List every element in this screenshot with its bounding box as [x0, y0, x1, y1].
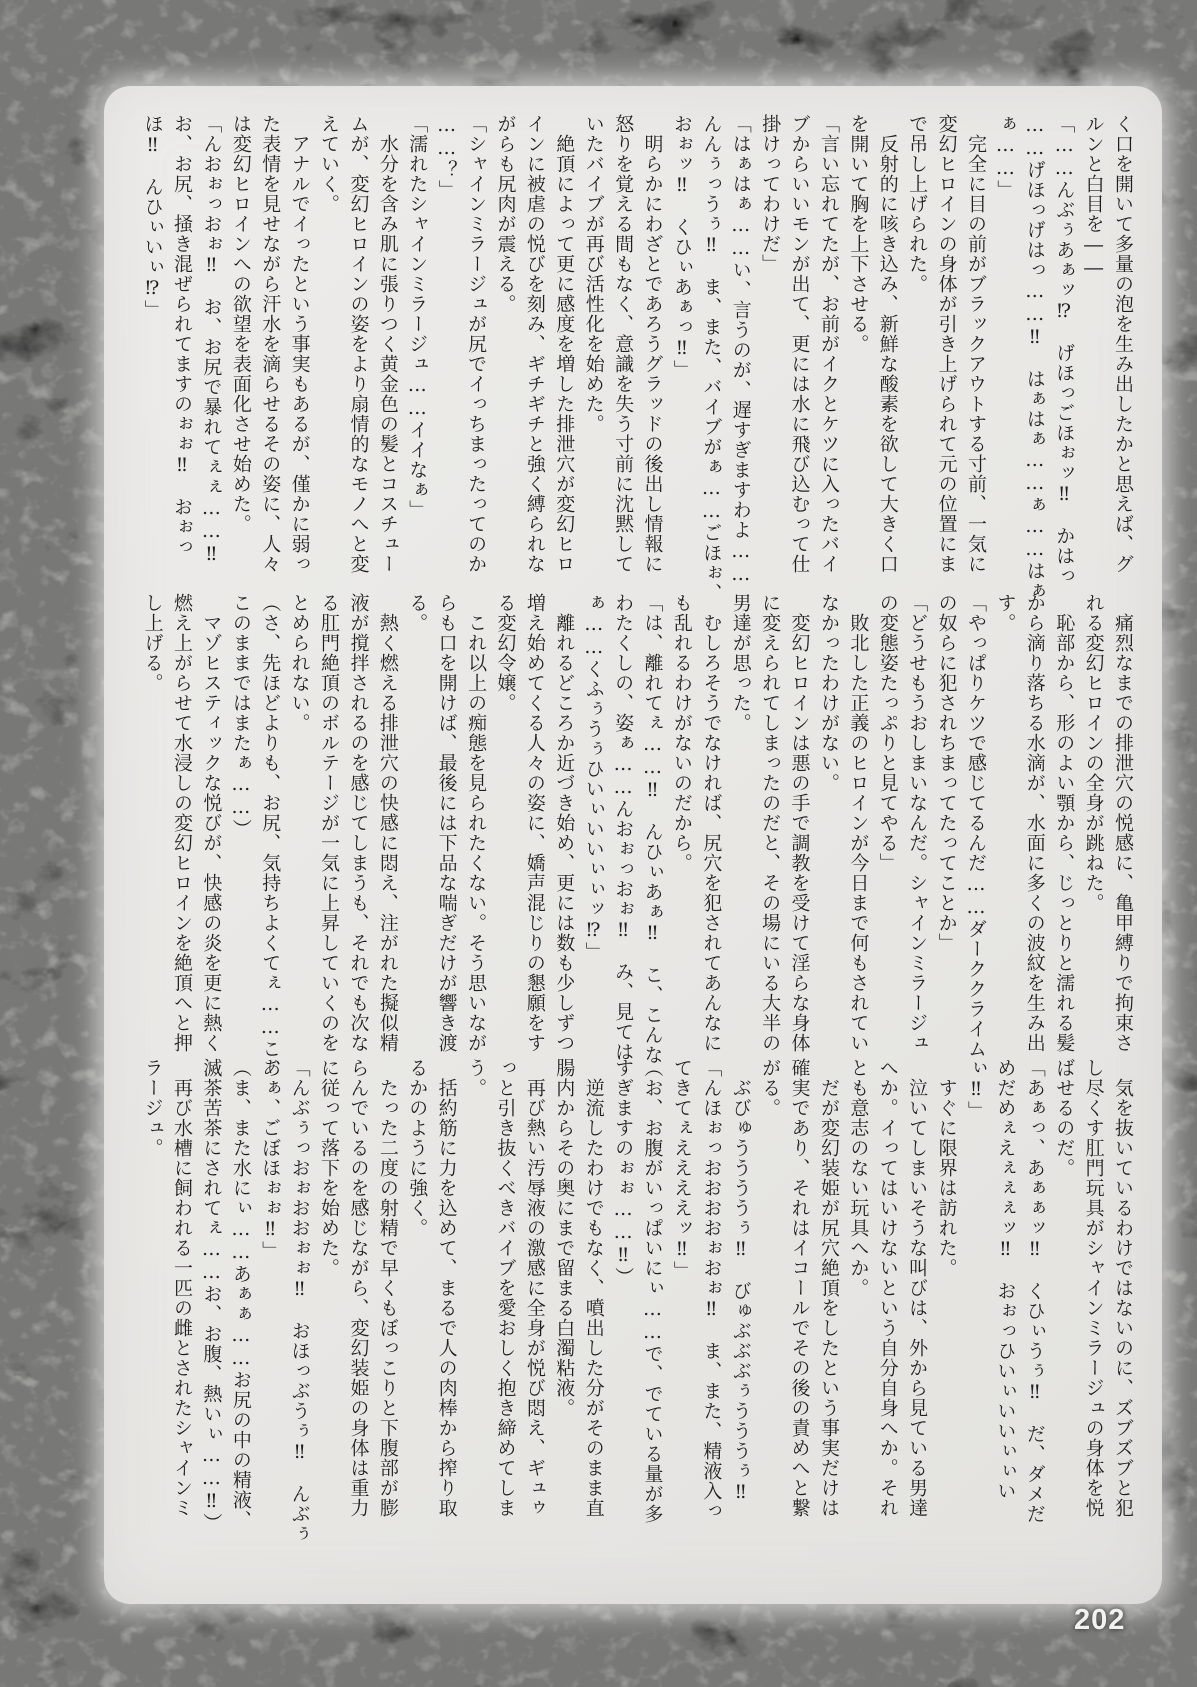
text-line: 水分を含み肌に張りつく黄金色の髪とコスチュー: [376, 114, 399, 574]
text-line: し上げる。: [141, 593, 164, 693]
text-line: （お、お腹がいっぱいにぃ……で、でている量が多: [641, 1058, 664, 1524]
text-line: がらも尻肉が震える。: [494, 114, 517, 314]
text-block-top: [137, 114, 1137, 603]
text-line: らんでいるのを感じながら、変幻装姫の身体は重力: [347, 1058, 370, 1518]
text-block-bottom: [137, 1058, 1137, 1544]
text-line: 敗北した正義のヒロインが今日まで何もされてい: [847, 593, 870, 1053]
text-line: ぁ……くふぅうぅひいぃいいぃぃッ⁉」: [582, 593, 605, 962]
text-line: むしろそうでなければ、尻穴を犯されてあんなに: [700, 593, 723, 1053]
text-line: 怒りを覚える間もなく、意識を失う寸前に沈黙して: [612, 114, 635, 574]
text-line: 恥部から、形のよい顎から、じっとりと濡れる髪: [1053, 593, 1076, 1053]
text-line: し尽くす肛門玩具がシャインミラージュの身体を悦: [1082, 1058, 1105, 1518]
text-line: 変幻ヒロインの身体が引き上げられて元の位置にま: [935, 114, 958, 574]
text-line: に従って落下を始めた。: [318, 1058, 341, 1278]
text-line: 完全に目の前がブラックアウトする寸前、一気に: [964, 114, 987, 574]
text-line: 「は、離れてぇ……‼ んひぃあぁ‼ こ、こんな: [641, 593, 664, 1065]
text-line: 燃え上がらせて水浸しの変幻ヒロインを絶頂へと押: [171, 593, 193, 1053]
text-line: ばせるのだ。: [1053, 1058, 1076, 1178]
text-line: お、お尻、掻き混ぜられてますのぉぉ‼ おぉっ: [171, 114, 193, 557]
text-line: 離れるどころか近づき始め、更には数も少しずつ: [553, 593, 576, 1053]
text-line: がる。: [759, 1058, 782, 1118]
text-line: 液が撹拌されるのを感じてしまうも、それでも次な: [347, 593, 370, 1053]
text-line: ぁ……」: [994, 114, 1017, 200]
text-line: く口を開いて多量の泡を生み出したかと思えば、グ: [1112, 114, 1134, 574]
text-line: 「濡れたシャインミラージュ……イイなぁ」: [406, 114, 429, 520]
text-line: このままではまたぁ……）: [229, 593, 252, 839]
text-line: る肛門絶頂のボルテージが一気に上昇していくのを: [318, 593, 341, 1053]
text-line: る変幻令嬢。: [494, 593, 517, 713]
text-line: これ以上の痴態を見られたくない。そう思いなが: [465, 593, 488, 1053]
text-line: 「んほぉっおおおおぉおぉ‼ ま、また、精液入っ: [700, 1058, 723, 1521]
text-line: 確実であり、それはイコールでその後の責めへと繋: [788, 1058, 811, 1518]
text-line: ……？」: [435, 114, 458, 200]
text-line: おぉッ‼ くひぃあぁっ‼」: [670, 114, 693, 380]
text-line: わたくしの、姿ぁ……んおぉっおぉ‼ み、見ては: [612, 593, 635, 1062]
text-line: す。: [994, 593, 1017, 633]
text-line: 増え始めてくる人々の姿に、嬌声混じりの懇願をす: [523, 593, 546, 1053]
text-line: 滅茶苦茶にされてぇ……お、お腹、熱いぃ……‼）: [200, 1058, 223, 1533]
text-line: ルンと白目を――: [1082, 114, 1105, 280]
text-line: （さ、先ほどよりも、お尻、気持ちよくてぇ……こ、: [259, 593, 282, 1079]
text-line: （ま、また水にぃ……あぁぁ……お尻の中の精液、: [229, 1058, 252, 1530]
text-line: る。: [406, 593, 429, 633]
text-line: るかのように強く。: [406, 1058, 429, 1238]
text-line: は変幻ヒロインへの欲望を表面化させ始めた。: [229, 114, 252, 534]
text-line: いたバイブが再び活性化を始めた。: [582, 114, 605, 434]
text-line: 気を抜いているわけではないのに、ズブズブと犯: [1112, 1058, 1134, 1518]
text-line: めだめぇえぇぇぇッ‼ おぉっひいぃいいぃぃい: [994, 1058, 1017, 1501]
text-line: の奴らに犯されちまってたってことか」: [935, 593, 958, 953]
text-line: た表情を見せながら汗水を滴らせるその姿に、人々: [259, 114, 282, 574]
text-line: とめられない。: [288, 593, 311, 733]
text-line: に変えられてしまったのだと、その場にいる大半の: [759, 593, 782, 1053]
text-line: とも意志のない玩具へか。: [847, 1058, 870, 1298]
text-line: 再び熱い汚辱液の激感に全身が悦び悶え、ギュゥ: [523, 1058, 546, 1518]
text-line: 男達が思った。: [729, 593, 752, 733]
text-line: ぶびゅううううぅ‼ びゅぶぶぶぅうううぅ‼: [729, 1058, 752, 1504]
text-line: 明らかにわざとであろうグラッドの後出し情報に: [641, 114, 664, 574]
text-line: 変幻ヒロインは悪の手で調教を受けて淫らな身体: [788, 593, 811, 1053]
text-line: う。: [465, 1058, 488, 1098]
text-line: 反射的に咳き込み、新鮮な酸素を欲して大きく口: [876, 114, 899, 574]
text-line: 「やっぱりケツで感じてるんだ……ダーククライム: [964, 593, 987, 1059]
paper-sheet: [104, 86, 1162, 1604]
text-line: だが変幻装姫が尻穴絶頂をしたという事実だけは: [817, 1058, 840, 1518]
text-line: から滴り落ちる水滴が、水面に多くの波紋を生み出: [1023, 593, 1046, 1053]
text-line: すぐに限界は訪れた。: [935, 1058, 958, 1278]
text-line: インに被虐の悦びを刻み、ギチギチと強く縛られな: [523, 114, 546, 574]
text-line: 「どうせもうおしまいなんだ。シャインミラージュ: [906, 593, 929, 1053]
text-line: ムが、変幻ヒロインの姿をより扇情的なモノへと変: [347, 114, 370, 574]
text-line: なかったわけがない。: [817, 593, 840, 793]
text-line: っと引き抜くべきバイブを愛おしく抱き締めてしま: [494, 1058, 517, 1518]
text-line: ……げほっげはっ……‼ はぁはぁ……ぁ……はぁ: [1023, 114, 1046, 601]
text-line: 「あぁっ、あぁぁッ‼ くひぃうぅ‼ だ、ダメだ: [1023, 1058, 1046, 1524]
text-line: 「んぶぅっおぉおおぉぉ‼ おほっぶうぅ‼ んぶぅ: [288, 1058, 311, 1544]
text-line: へか。イってはいけないという自分自身へか。それ: [876, 1058, 899, 1518]
text-line: 熱く燃える排泄穴の快感に悶え、注がれた擬似精: [376, 593, 399, 1053]
text-line: も乱れるわけがないのだから。: [670, 593, 693, 873]
text-line: 「シャインミラージュが尻でイっちまったってのか: [465, 114, 488, 574]
text-line: 掛けってわけだ」: [759, 114, 782, 274]
text-line: ラージュ。: [141, 1058, 164, 1158]
text-line: 腸内からその奥にまで留まる白濁粘液。: [553, 1058, 576, 1418]
text-line: 「言い忘れてたが、お前がイクとケツに入ったバイ: [817, 114, 840, 574]
text-line: で吊し上げられた。: [906, 114, 929, 294]
text-line: を開いて胸を上下させる。: [847, 114, 870, 354]
text-line: 「んおぉっおぉ‼ お、お尻で暴れてぇぇ……‼: [200, 114, 223, 566]
text-line: れる変幻ヒロインの全身が跳ねた。: [1082, 593, 1105, 913]
text-line: すぎますのぉぉ……‼）: [612, 1058, 635, 1287]
text-line: の変態姿たっぷりと見てやる」: [876, 593, 899, 873]
text-line: 再び水槽に飼われる一匹の雌とされたシャインミ: [171, 1058, 193, 1518]
text-line: らも口を開けば、最後には下品な喘ぎだけが響き渡: [435, 593, 458, 1053]
text-block-middle: [137, 593, 1137, 1079]
text-line: 「……んぶぅあぁッ⁉ げほっごほぉッ‼ かはっ: [1053, 114, 1076, 586]
text-line: アナルでイったという事実もあるが、僅かに弱っ: [288, 114, 311, 574]
text-line: 泣いてしまいそうな叫びは、外から見ている男達: [906, 1058, 929, 1518]
text-line: あぁ、ごぼほぉぉ‼」: [259, 1058, 282, 1261]
text-line: てきてぇええええッ‼」: [670, 1058, 693, 1281]
text-line: ブからいいモンが出て、更には水に飛び込むって仕: [788, 114, 811, 574]
text-line: 逆流したわけでもなく、噴出した分がそのまま直: [582, 1058, 605, 1518]
text-line: マゾヒスティックな悦びが、快感の炎を更に熱く: [200, 593, 223, 1053]
text-line: 痛烈なまでの排泄穴の悦感に、亀甲縛りで拘束さ: [1112, 593, 1134, 1053]
text-line: ぃ‼」: [964, 1058, 987, 1121]
text-line: 絶頂によって更に感度を増した排泄穴が変幻ヒロ: [553, 114, 576, 574]
text-line: えていく。: [318, 114, 341, 214]
text-line: 括約筋に力を込めて、まるで人の肉棒から搾り取: [435, 1058, 458, 1518]
page-number: 202: [1074, 1604, 1126, 1636]
text-line: ほ‼ んひぃいぃ⁉」: [141, 114, 164, 320]
text-line: たった二度の射精で早くもぼっこりと下腹部が膨: [376, 1058, 399, 1518]
text-line: んんぅっうぅ‼ ま、また、バイブがぁ……ごほぉ、: [700, 114, 723, 603]
text-line: 「はぁはぁ……い、言うのが、遅すぎますわよ……: [729, 114, 752, 586]
